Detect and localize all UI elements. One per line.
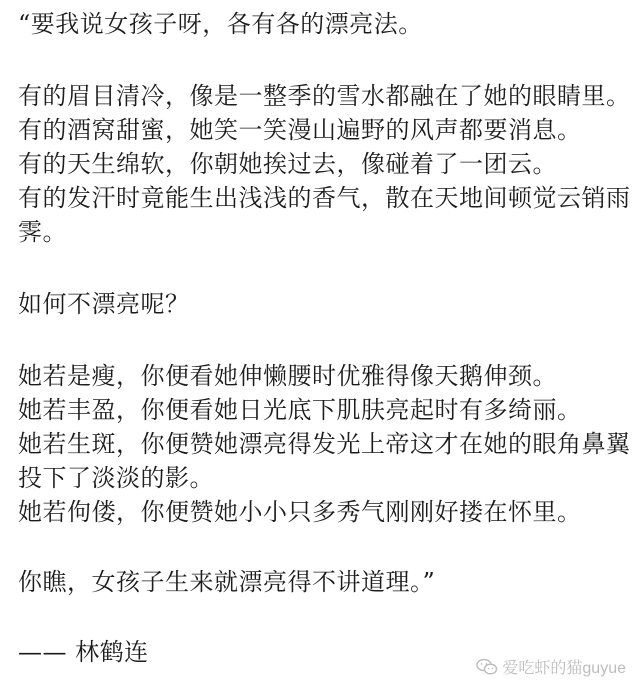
text-line-7: 她若丰盈，你便看她日光底下肌肤亮起时有多绮丽。 bbox=[18, 396, 582, 424]
text-line-8: 她若生斑，你便赞她漂亮得发光上帝这才在她的眼角鼻翼 bbox=[18, 430, 631, 458]
text-line-3: 有的天生绵软，你朝她挨过去，像碰着了一团云。 bbox=[18, 150, 557, 178]
watermark-text: 爱吃虾的猫guyue bbox=[502, 660, 626, 677]
text-line-9: 投下了淡淡的影。 bbox=[18, 464, 214, 492]
question-line: 如何不漂亮呢？ bbox=[18, 290, 190, 318]
text-line-4: 有的发汗时竟能生出浅浅的香气，散在天地间顿觉云销雨 bbox=[18, 184, 631, 212]
author-signature: —— 林鹤连 bbox=[18, 638, 149, 666]
text-line-1: 有的眉目清冷，像是一整季的雪水都融在了她的眼睛里。 bbox=[18, 82, 631, 110]
wechat-icon bbox=[476, 658, 498, 676]
text-line-10: 她若佝偻，你便赞她小小只多秀气刚刚好搂在怀里。 bbox=[18, 498, 582, 526]
text-line-5: 霁。 bbox=[18, 218, 67, 246]
text-line-2: 有的酒窝甜蜜，她笑一笑漫山遍野的风声都要消息。 bbox=[18, 116, 582, 144]
watermark bbox=[476, 655, 626, 678]
text-line-6: 她若是瘦，你便看她伸懒腰时优雅得像天鹅伸颈。 bbox=[18, 362, 557, 390]
quote-opening-line: “要我说女孩子呀，各有各的漂亮法。 bbox=[18, 10, 423, 38]
closing-line: 你瞧，女孩子生来就漂亮得不讲道理。” bbox=[18, 568, 436, 596]
